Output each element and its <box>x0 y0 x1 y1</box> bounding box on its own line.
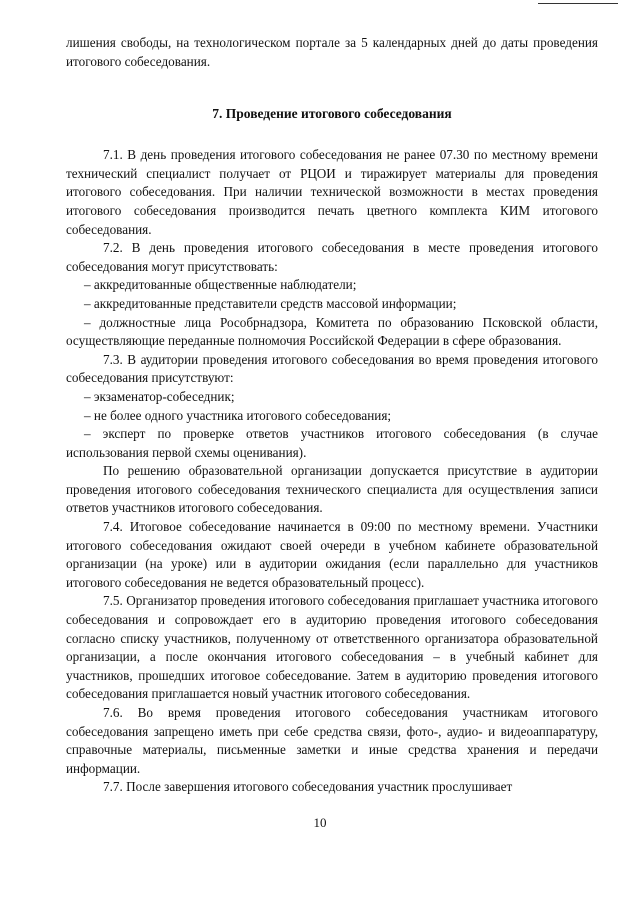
list-item-observers: – аккредитованные общественные наблюдатели; <box>84 277 357 293</box>
section-heading: 7. Проведение итогового собеседования <box>212 106 452 122</box>
list-item-officials: – должностные лица Рособрнадзора, Комитета по образованию Псковской области, осуществляющие переданные полномочия Российской Федерации в сфере образования. <box>66 314 598 349</box>
paragraph-7-7: 7.7. После завершения итогового собеседования участник прослушивает <box>103 779 513 795</box>
list-item-participant: – не более одного участника итогового собеседования; <box>84 407 392 423</box>
paragraph-tech-specialist: По решению образовательной организации допускается присутствие в аудитории проведения итогового собеседования технического специалиста для осуществления записи ответов участников итогового собеседования. <box>66 463 598 516</box>
paragraph-7-5: 7.5. Организатор проведения итогового собеседования приглашает участника итогового собеседования и сопровождает его в аудиторию проведения итогового собеседования согласно списку участников, полученному от ответственного организатора образовательной организации, а после окончания итогового собеседования – в учебный кабинет для участников, прошедших итоговое собеседование. Затем в аудиторию проведения итогового собеседования приглашается новый участник итогового собеседования. <box>66 593 598 702</box>
page-number: 10 <box>313 815 327 830</box>
paragraph-7-6: 7.6. Во время проведения итогового собеседования участникам итогового собеседования запрещено иметь при себе средства связи, фото-, аудио- и видеоаппаратуру, справочные материалы, письменные заметки и иные средства хранения и передачи информации. <box>66 705 598 776</box>
page-body <box>66 34 598 797</box>
list-item-examiner: – экзаменатор-собеседник; <box>84 388 235 404</box>
paragraph-7-1: 7.1. В день проведения итогового собеседования не ранее 07.30 по местному времени технический специалист получает от РЦОИ и тиражирует материалы для проведения итогового собеседования. При наличии технической возможности в местах проведения итогового собеседования производится печать цветного комплекта КИМ итогового собеседования. <box>66 147 598 237</box>
continued-paragraph: лишения свободы, на технологическом портале за 5 календарных дней до даты проведения итогового собеседования. <box>66 35 598 69</box>
paragraph-7-4: 7.4. Итоговое собеседование начинается в 09:00 по местному времени. Участники итогового собеседования ожидают своей очереди в учебном кабинете образовательной организации (на уроке) или в аудитории ожидания (если параллельно для участников итогового собеседования не ведется образовательный процесс). <box>66 519 598 590</box>
header-rule <box>538 3 618 4</box>
list-item-expert: – эксперт по проверке ответов участников итогового собеседования (в случае использования первой схемы оценивания). <box>66 426 598 460</box>
paragraph-7-3: 7.3. В аудитории проведения итогового собеседования во время проведения итогового собеседования присутствуют: <box>66 351 598 386</box>
paragraph-7-2: 7.2. В день проведения итогового собеседования в месте проведения итогового собеседования могут присутствовать: <box>66 240 598 274</box>
list-item-media: – аккредитованные представители средств массовой информации; <box>84 295 457 311</box>
